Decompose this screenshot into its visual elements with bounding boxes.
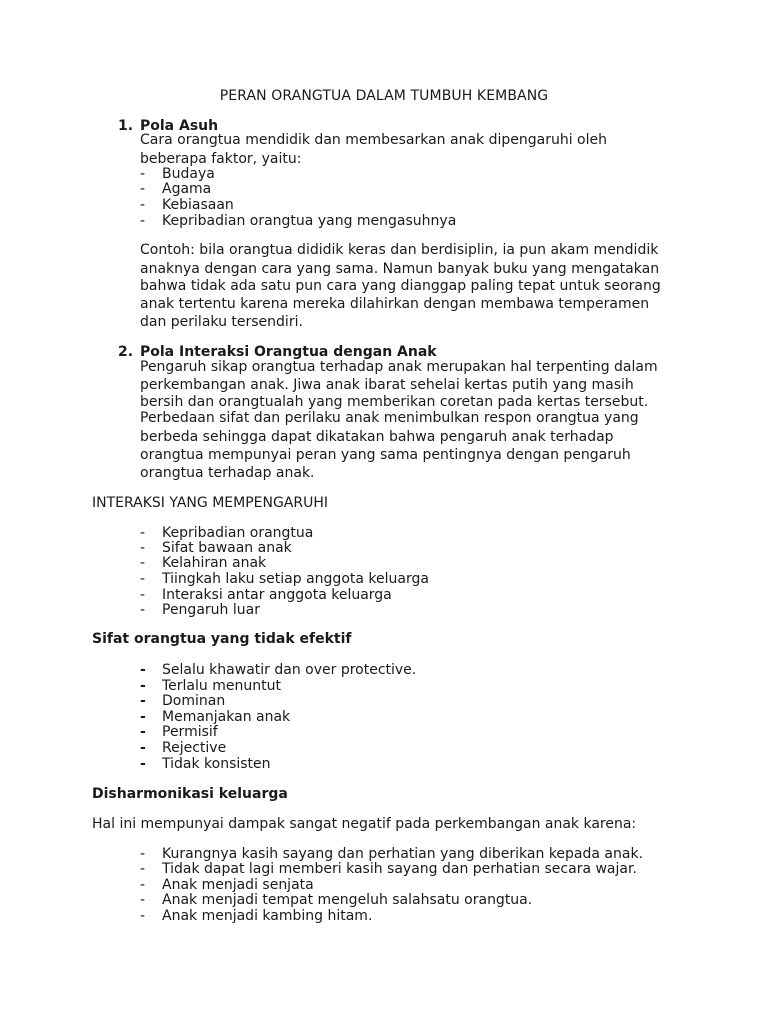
- list-item: Tidak dapat lagi memberi kasih sayang dan perhatian secara wajar.: [162, 861, 637, 877]
- list-item: Sifat bawaan anak: [162, 540, 292, 556]
- example-line: Contoh: bila orangtua dididik keras dan berdisiplin, ia pun akam mendidik: [140, 242, 659, 258]
- bullet-dash: -: [140, 540, 146, 556]
- bullet-dash: -: [140, 861, 146, 877]
- section-1-intro-line: beberapa faktor, yaitu:: [140, 151, 302, 167]
- list-item: Tiingkah laku setiap anggota keluarga: [162, 571, 429, 587]
- section-2-line: bersih dan orangtualah yang memberikan coretan pada kertas tersebut.: [140, 394, 649, 410]
- section-2-line: orangtua mempunyai peran yang sama pentingnya dengan pengaruh: [140, 447, 631, 463]
- disharmoni-heading: Disharmonikasi keluarga: [92, 786, 288, 802]
- example-line: anaknya dengan cara yang sama. Namun banyak buku yang mengatakan: [140, 261, 660, 277]
- section-2-line: orangtua terhadap anak.: [140, 465, 315, 481]
- disharmoni-intro: Hal ini mempunyai dampak sangat negatif pada perkembangan anak karena:: [92, 816, 637, 832]
- bullet-dash: -: [140, 846, 146, 862]
- bullet-dash: -: [140, 709, 146, 725]
- example-line: anak tertentu karena mereka dilahirkan dengan membawa temperamen: [140, 296, 650, 312]
- bullet-dash: -: [140, 166, 146, 182]
- bullet-dash: -: [140, 908, 146, 924]
- list-item: Pengaruh luar: [162, 602, 260, 618]
- list-item: Memanjakan anak: [162, 709, 291, 725]
- list-item: Anak menjadi tempat mengeluh salahsatu orangtua.: [162, 892, 533, 908]
- list-item: Kepribadian orangtua: [162, 525, 314, 541]
- section-2-number: 2.: [118, 344, 134, 360]
- bullet-dash: -: [140, 756, 146, 772]
- list-item: Kurangnya kasih sayang dan perhatian yang diberikan kepada anak.: [162, 846, 644, 862]
- bullet-dash: -: [140, 181, 146, 197]
- bullet-dash: -: [140, 892, 146, 908]
- example-line: dan perilaku tersendiri.: [140, 314, 303, 330]
- bullet-dash: -: [140, 555, 146, 571]
- list-item: Interaksi antar anggota keluarga: [162, 587, 392, 603]
- list-item: Terlalu menuntut: [162, 678, 281, 694]
- list-item: Selalu khawatir dan over protective.: [162, 662, 417, 678]
- list-item: Anak menjadi kambing hitam.: [162, 908, 373, 924]
- bullet-dash: -: [140, 602, 146, 618]
- list-item: Anak menjadi senjata: [162, 877, 314, 893]
- list-item: Kebiasaan: [162, 197, 234, 213]
- section-2-line: perkembangan anak. Jiwa anak ibarat sehelai kertas putih yang masih: [140, 377, 634, 393]
- bullet-dash: -: [140, 662, 146, 678]
- list-item: Agama: [162, 181, 212, 197]
- section-1-heading: Pola Asuh: [140, 118, 219, 134]
- bullet-dash: -: [140, 197, 146, 213]
- bullet-dash: -: [140, 678, 146, 694]
- interaksi-heading: INTERAKSI YANG MEMPENGARUHI: [92, 495, 329, 511]
- section-2-heading: Pola Interaksi Orangtua dengan Anak: [140, 344, 437, 360]
- list-item: Dominan: [162, 693, 226, 709]
- bullet-dash: -: [140, 877, 146, 893]
- page-title: PERAN ORANGTUA DALAM TUMBUH KEMBANG: [219, 88, 549, 104]
- section-2-line: Pengaruh sikap orangtua terhadap anak merupakan hal terpenting dalam: [140, 359, 658, 375]
- bullet-dash: -: [140, 571, 146, 587]
- sifat-heading: Sifat orangtua yang tidak efektif: [92, 631, 352, 647]
- list-item: Permisif: [162, 724, 218, 740]
- list-item: Budaya: [162, 166, 215, 182]
- bullet-dash: -: [140, 724, 146, 740]
- example-line: bahwa tidak ada satu pun cara yang dianggap paling tepat untuk seorang: [140, 278, 661, 294]
- list-item: Kepribadian orangtua yang mengasuhnya: [162, 213, 457, 229]
- bullet-dash: -: [140, 213, 146, 229]
- list-item: Kelahiran anak: [162, 555, 267, 571]
- bullet-dash: -: [140, 693, 146, 709]
- section-2-line: berbeda sehingga dapat dikatakan bahwa pengaruh anak terhadap: [140, 429, 614, 445]
- list-item: Rejective: [162, 740, 227, 756]
- list-item: Tidak konsisten: [162, 756, 271, 772]
- bullet-dash: -: [140, 740, 146, 756]
- bullet-dash: -: [140, 587, 146, 603]
- section-2-line: Perbedaan sifat dan perilaku anak menimbulkan respon orangtua yang: [140, 410, 639, 426]
- section-1-intro-line: Cara orangtua mendidik dan membesarkan anak dipengaruhi oleh: [140, 132, 607, 148]
- section-1-number: 1.: [118, 118, 134, 134]
- bullet-dash: -: [140, 525, 146, 541]
